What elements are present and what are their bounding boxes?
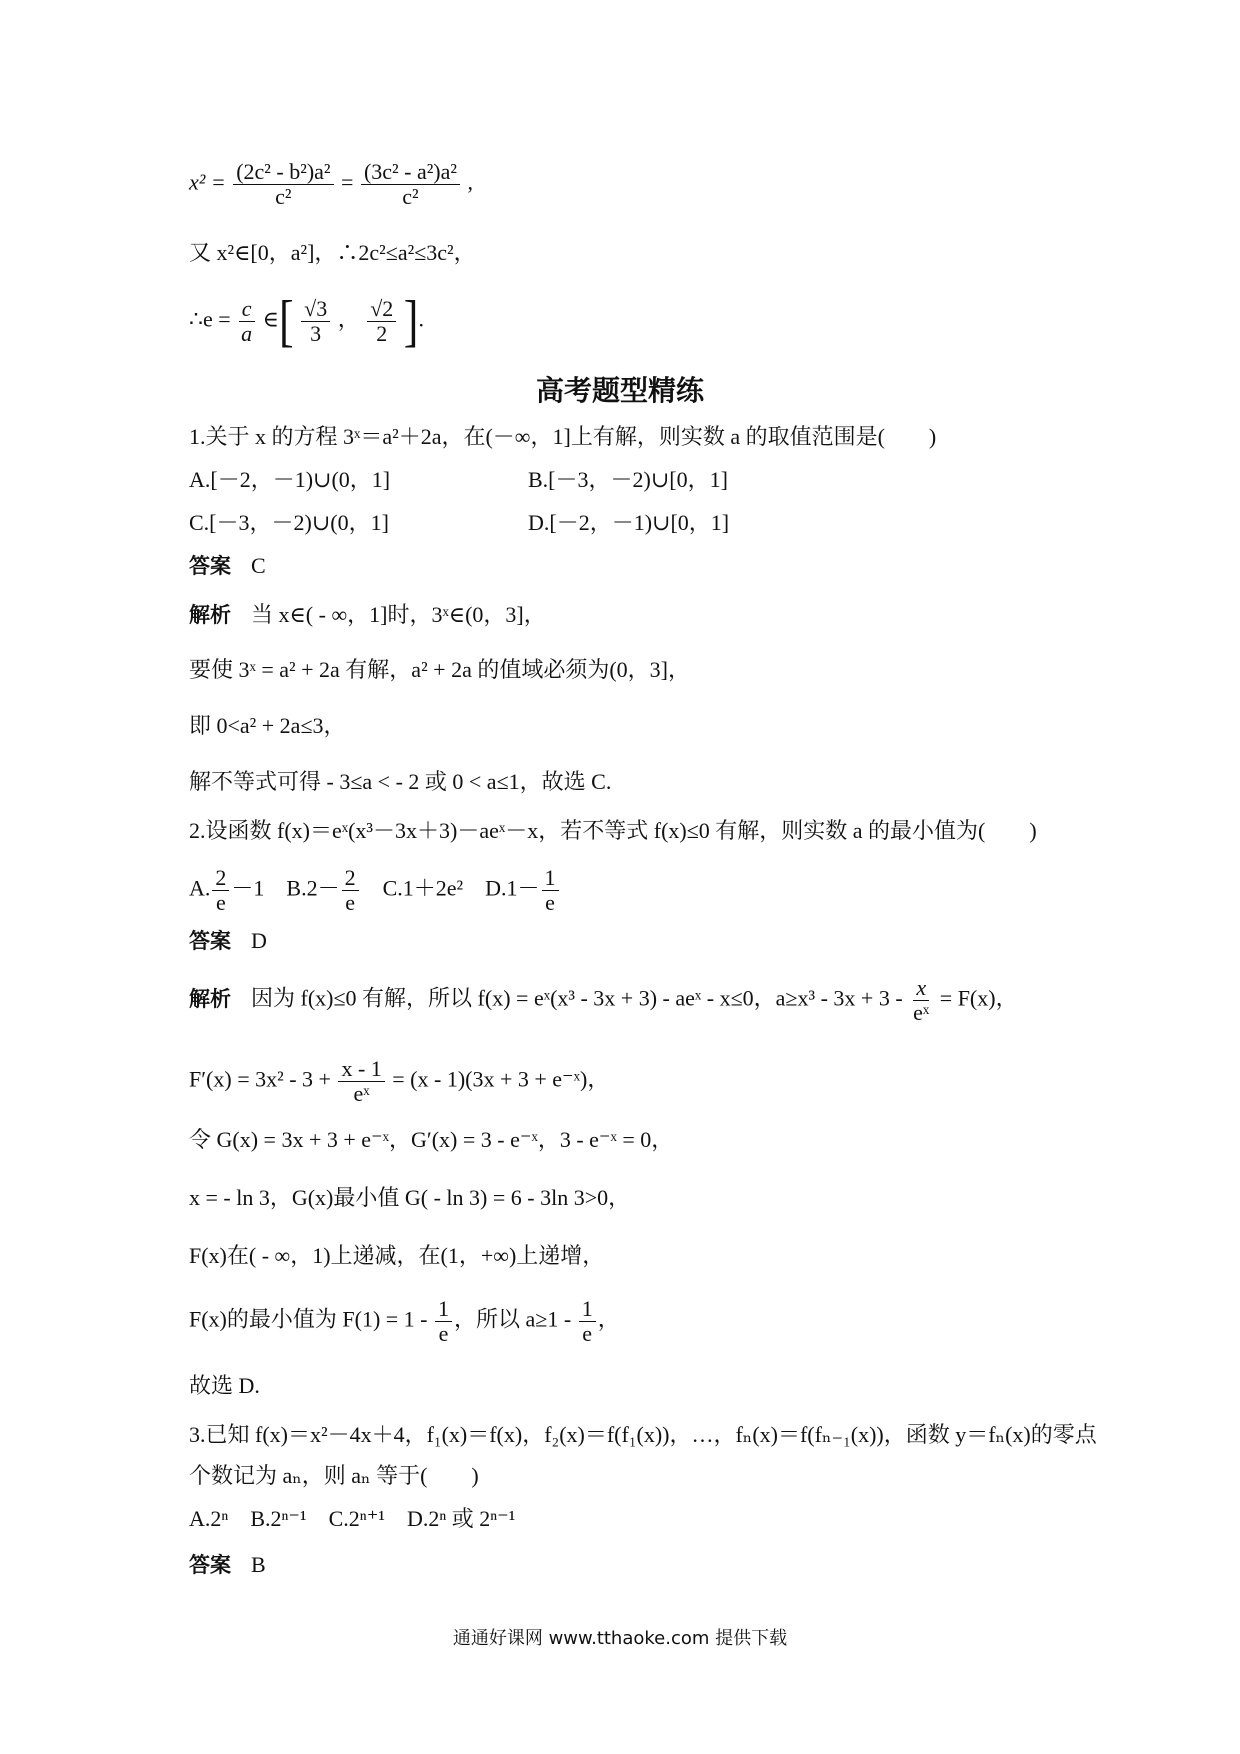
q3-stem-2: 个数记为 aₙ，则 aₙ 等于( ) bbox=[189, 1463, 479, 1488]
fraction: $\frac{1}{e}$ bbox=[435, 1297, 452, 1346]
q2-analysis-1: 解析 因为 f(x)≤0 有解，所以 f(x) = eˣ(x³ - 3x + 3) - aeˣ - x≤0，a≥x³ - 3x + 3 - $\frac{x}{\text{eˣ}}$ = F(x)， bbox=[189, 975, 1018, 1025]
q1-stem: 1.关于 x 的方程 3ˣ＝a²＋2a，在(－∞，1]上有解，则实数 a 的取值范围是( ) bbox=[189, 424, 937, 449]
q1-option-d: D.[－2，－1)∪[0，1] bbox=[528, 510, 730, 535]
fraction: $\frac{c}{a}$ bbox=[238, 297, 255, 346]
section-title: 高考题型精练 bbox=[535, 374, 704, 407]
prev-line-3: ∴e = $\frac{c}{a}$ ∈[ $\frac{√3}{3}$ ， $\frac{√2}{2}$ ]. bbox=[189, 289, 424, 353]
q3-options: A.2ⁿ B.2ⁿ⁻¹ C.2ⁿ⁺¹ D.2ⁿ 或 2ⁿ⁻¹ bbox=[189, 1506, 516, 1531]
q2-answer: 答案 D bbox=[189, 928, 267, 953]
q2-analysis-7: 故选 D. bbox=[189, 1373, 260, 1398]
fraction: $\frac{\text{(2c² - b²)a²}}{\text{c²}}$ bbox=[233, 160, 333, 209]
q2-analysis-3: 令 G(x) = 3x + 3 + e⁻ˣ，G′(x) = 3 - e⁻ˣ，3 - e⁻ˣ = 0， bbox=[189, 1127, 674, 1152]
q2-options: A. $\frac{2}{e}$ －1 B.2－ $\frac{2}{e}$ C.1＋2e² D.1－ $\frac{1}{e}$ bbox=[189, 866, 561, 915]
q1-analysis-4: 解不等式可得 - 3≤a < - 2 或 0 < a≤1，故选 C. bbox=[189, 769, 612, 794]
q1-option-a: A.[－2，－1)∪(0，1] bbox=[189, 467, 391, 492]
fraction: $\frac{√2}{2}$ bbox=[367, 297, 396, 346]
q1-analysis-1: 解析 当 x∈( - ∞，1]时，3ˣ∈(0，3]， bbox=[189, 602, 546, 627]
q3-answer: 答案 B bbox=[189, 1552, 266, 1577]
prev-line-1: x² = $\frac{\text{(2c² - b²)a²}}{\text{c²}}$ = $\frac{\text{(3c² - a²)a²}}{\text{c²}}$ , bbox=[189, 159, 473, 209]
fraction: $\frac{\text{(3c² - a²)a²}}{\text{c²}}$ bbox=[361, 160, 460, 209]
footer-source: 通通好课网 www.tthaoke.com 提供下载 bbox=[452, 1628, 788, 1649]
prev-line-2: 又 x²∈[0，a²]，∴2c²≤a²≤3c²， bbox=[189, 240, 476, 265]
q2-analysis-6: F(x)的最小值为 F(1) = 1 - $\frac{1}{e}$ ，所以 a≥1 - $\frac{1}{e}$ ， bbox=[189, 1296, 620, 1346]
q1-analysis-3: 即 0<a² + 2a≤3， bbox=[189, 713, 346, 738]
fraction: $\frac{2}{e}$ bbox=[342, 866, 359, 915]
fraction: $\frac{1}{e}$ bbox=[542, 866, 559, 915]
fraction: $\frac{√3}{3}$ bbox=[301, 297, 330, 346]
q1-analysis-2: 要使 3ˣ = a² + 2a 有解，a² + 2a 的值域必须为(0，3]， bbox=[189, 657, 690, 682]
q2-analysis-4: x = - ln 3，G(x)最小值 G( - ln 3) = 6 - 3ln 3>0， bbox=[189, 1185, 631, 1210]
fraction: $\frac{2}{e}$ bbox=[212, 866, 229, 915]
fraction: $\frac{1}{e}$ bbox=[579, 1297, 596, 1346]
q2-analysis-5: F(x)在( - ∞，1)上递减，在(1，+∞)上递增， bbox=[189, 1243, 605, 1268]
fraction: $\frac{x - 1}{\text{eˣ}}$ bbox=[338, 1057, 384, 1106]
q1-answer: 答案 C bbox=[189, 553, 266, 578]
fraction: $\frac{x}{\text{eˣ}}$ bbox=[913, 975, 930, 1025]
q3-stem-1: 3.已知 f(x)＝x²－4x＋4，f₁(x)＝f(x)，f₂(x)＝f(f₁(x))，…，fₙ(x)＝f(fₙ₋₁(x))，函数 y＝fₙ(x)的零点 bbox=[189, 1422, 1097, 1447]
q2-stem: 2.设函数 f(x)＝eˣ(x³－3x＋3)－aeˣ－x，若不等式 f(x)≤0 有解，则实数 a 的最小值为( ) bbox=[189, 818, 1037, 843]
q1-option-b: B.[－3，－2)∪[0，1] bbox=[528, 467, 728, 492]
q2-analysis-2: F′(x) = 3x² - 3 + $\frac{x - 1}{\text{eˣ}}$ = (x - 1)(3x + 3 + e⁻ˣ)， bbox=[189, 1056, 610, 1106]
q1-option-c: C.[－3，－2)∪(0，1] bbox=[189, 510, 389, 535]
